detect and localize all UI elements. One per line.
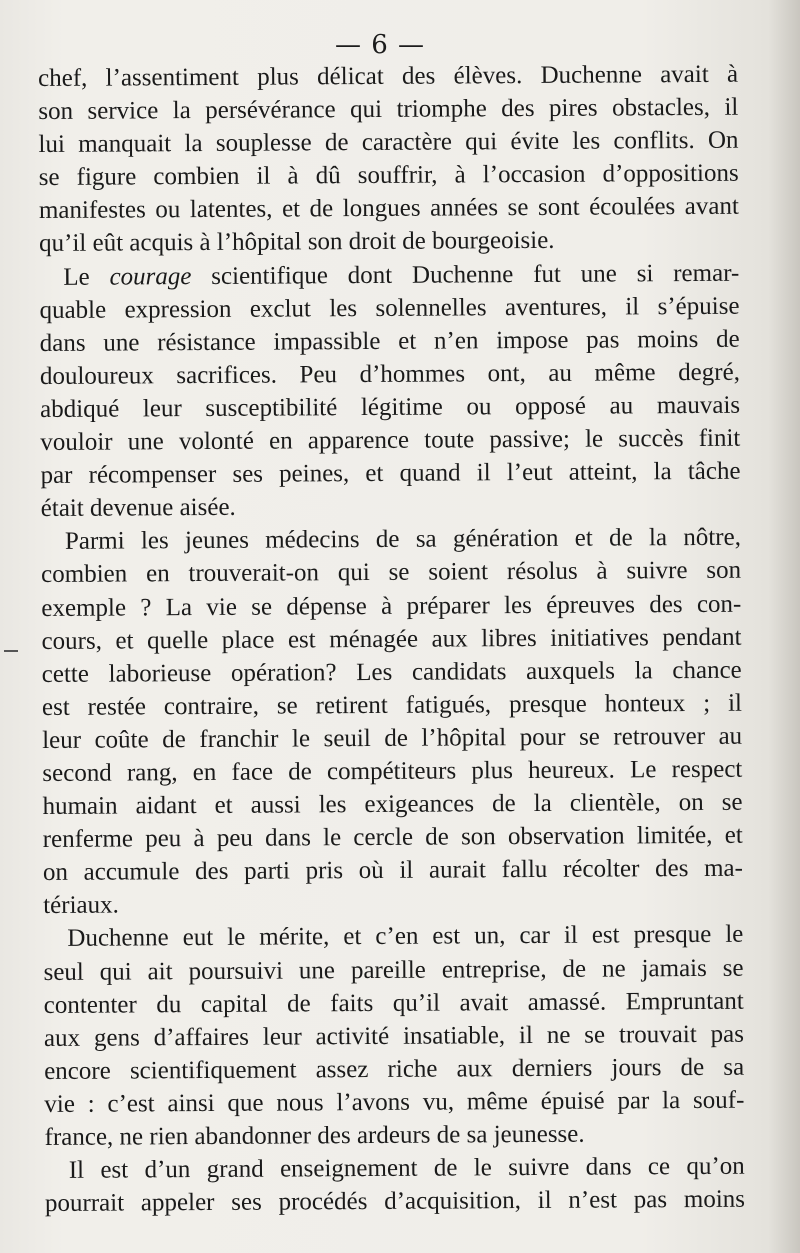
text-line: on accumule des parti pris où il aurait fallu récolter des ma- bbox=[42, 854, 744, 887]
paragraph bbox=[39, 256, 741, 525]
text-line: cette laborieuse opération? Les candidats auxquels la chance bbox=[41, 656, 742, 688]
text-line: cours, et quelle place est ménagée aux libres initiatives pendant bbox=[41, 623, 742, 655]
text-line: abdiqué leur susceptibilité légitime ou opposé au mauvais bbox=[40, 391, 741, 423]
margin-mark bbox=[4, 650, 18, 652]
text-line: exemple ? La vie se dépense à préparer les épreuves des con- bbox=[41, 590, 742, 622]
paragraph bbox=[41, 521, 743, 922]
text-line: Duchenne eut le mérite, et c’en est un, car il est presque le bbox=[67, 921, 744, 953]
text-line: était devenue aisée. bbox=[40, 494, 236, 523]
text-line: pourrait appeler ses procédés d’acquisition, il n’est pas moins bbox=[44, 1185, 746, 1218]
italic-word: courage bbox=[109, 262, 192, 291]
page-number: — 6 — bbox=[334, 30, 426, 60]
text-line-with-italic: Le courage scientifique dont Duchenne fut une si remar- bbox=[63, 259, 740, 291]
text-line: vie : c’est ainsi que nous l’avons vu, même épuisé par la souf- bbox=[44, 1086, 745, 1118]
text-line: dans une résistance impassible et n’en impose pas moins de bbox=[39, 325, 740, 357]
text-line: second rang, en face de compétiteurs plus heureux. Le respect bbox=[42, 755, 743, 787]
text-line: chef, l’assentiment plus délicat des élèves. Duchenne avait à bbox=[38, 60, 739, 92]
text-line: qu’il eût acquis à l’hôpital son droit de bourgeoisie. bbox=[39, 227, 555, 258]
text-line: quable expression exclut les solennelles aventures, il s’épuise bbox=[39, 292, 740, 324]
text-line: tériaux. bbox=[43, 891, 119, 920]
text-line: seul qui ait poursuivi une pareille entreprise, de ne jamais se bbox=[43, 954, 744, 986]
text-line: se figure combien il à dû souffrir, à l’occasion d’oppositions bbox=[38, 160, 739, 192]
text-line: lui manquait la souplesse de caractère qui évite les conflits. On bbox=[38, 126, 739, 159]
text-line: douloureux sacrifices. Peu d’hommes ont, au même degré, bbox=[39, 358, 740, 390]
text-line: humain aidant et aussi les exigeances de la clientèle, on se bbox=[42, 788, 743, 821]
text-line: combien en trouverait-on qui se soient résolus à suivre son bbox=[41, 557, 742, 589]
paragraph bbox=[43, 918, 744, 1154]
text-line: son service la persévérance qui triomphe des pires obstacles, il bbox=[38, 93, 739, 126]
text-line: contenter du capital de faits qu’il avait amassé. Empruntant bbox=[43, 987, 744, 1019]
text-line: france, ne rien abandonner des ardeurs de sa jeunesse. bbox=[44, 1120, 585, 1151]
body-text bbox=[38, 58, 745, 1221]
text-line: par récompenser ses peines, et quand il l’eut atteint, la tâche bbox=[40, 457, 741, 490]
text-line: est restée contraire, se retirent fatigués, presque honteux ; il bbox=[41, 689, 743, 721]
paragraph bbox=[45, 1150, 745, 1220]
text-line: vouloir une volonté en apparence toute passive; le succès finit bbox=[40, 424, 741, 457]
text-line: Il est d’un grand enseignement de le suivre dans ce qu’on bbox=[68, 1152, 745, 1184]
text-line: renferme peu à peu dans le cercle de son observation limitée, et bbox=[42, 821, 743, 854]
text-line: Parmi les jeunes médecins de sa génération et de la nôtre, bbox=[64, 524, 742, 556]
paragraph bbox=[38, 58, 739, 261]
text-line: manifestes ou latentes, et de longues années se sont écoulées avant bbox=[38, 193, 739, 225]
text-line: leur coûte de franchir le seuil de l’hôpital pour se retrouver au bbox=[42, 722, 743, 754]
text-line: encore scientifiquement assez riche aux derniers jours de sa bbox=[44, 1053, 745, 1085]
text-line: aux gens d’affaires leur activité insatiable, il ne se trouvait pas bbox=[43, 1020, 745, 1052]
